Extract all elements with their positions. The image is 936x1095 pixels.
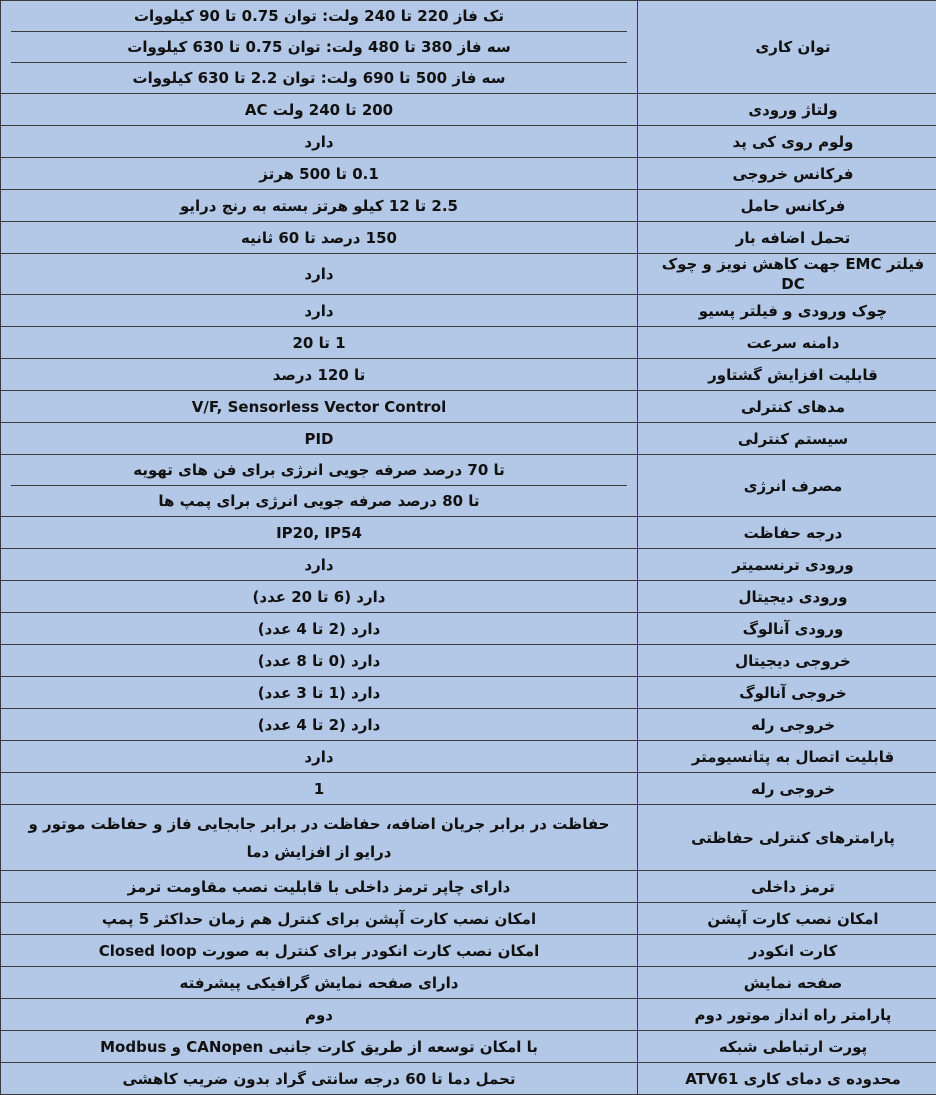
row-value: دارای صفحه نمایش گرافیکی پیشرفته	[1, 967, 638, 999]
row-value	[1, 805, 638, 871]
table-row	[1, 391, 936, 423]
table-row	[1, 741, 936, 773]
row-value: 150 درصد تا 60 ثانیه	[1, 222, 638, 254]
row-label: دامنه سرعت	[638, 327, 936, 359]
table-row	[1, 773, 936, 805]
row-label: کارت انکودر	[638, 935, 936, 967]
row-label: فیلتر EMC جهت کاهش نویز و چوک DC	[638, 254, 936, 295]
table-row	[1, 94, 936, 126]
table-row	[1, 581, 936, 613]
row-label: امکان نصب کارت آپشن	[638, 903, 936, 935]
row-label: پارامتر راه انداز موتور دوم	[638, 999, 936, 1031]
row-label: پارامترهای کنترلی حفاظتی	[638, 805, 936, 871]
row-label: فرکانس خروجی	[638, 158, 936, 190]
row-label: قابلیت افزایش گشتاور	[638, 359, 936, 391]
row-value: V/F, Sensorless Vector Control	[1, 391, 638, 423]
table-row	[1, 455, 936, 517]
table-row	[1, 645, 936, 677]
row-label: تحمل اضافه بار	[638, 222, 936, 254]
table-row	[1, 359, 936, 391]
row-value-line: سه فاز 500 تا 690 ولت: توان 2.2 تا 630 کیلووات	[11, 63, 627, 93]
row-label: محدوده ی دمای کاری ATV61	[638, 1063, 936, 1095]
table-row	[1, 1063, 936, 1095]
row-label: پورت ارتباطی شبکه	[638, 1031, 936, 1063]
row-value: امکان نصب کارت انکودر برای کنترل به صورت Closed loop	[1, 935, 638, 967]
table-row	[1, 158, 936, 190]
row-label: خروجی دیجیتال	[638, 645, 936, 677]
row-label: مصرف انرژی	[638, 455, 936, 517]
row-value: دارد (0 تا 8 عدد)	[1, 645, 638, 677]
row-value: دارد	[1, 254, 638, 295]
row-label: ترمز داخلی	[638, 871, 936, 903]
row-value: دوم	[1, 999, 638, 1031]
row-label: فرکانس حامل	[638, 190, 936, 222]
row-value: دارد (6 تا 20 عدد)	[1, 581, 638, 613]
row-label: چوک ورودی و فیلتر پسیو	[638, 295, 936, 327]
row-value-line: تا 70 درصد صرفه جویی انرژی برای فن های تهویه	[11, 455, 627, 486]
row-value: 200 تا 240 ولت AC	[1, 94, 638, 126]
row-label: درجه حفاظت	[638, 517, 936, 549]
table-row	[1, 549, 936, 581]
table-row	[1, 1031, 936, 1063]
row-label: ورودی آنالوگ	[638, 613, 936, 645]
table-row	[1, 423, 936, 455]
row-label: صفحه نمایش	[638, 967, 936, 999]
row-label: قابلیت اتصال به پتانسیومتر	[638, 741, 936, 773]
row-value-line: سه فاز 380 تا 480 ولت: توان 0.75 تا 630 کیلووات	[11, 32, 627, 63]
row-value: امکان نصب کارت آپشن برای کنترل هم زمان حداکثر 5 پمپ	[1, 903, 638, 935]
table-row	[1, 1, 936, 94]
row-value: دارای چاپر ترمز داخلی با قابلیت نصب مقاومت ترمز	[1, 871, 638, 903]
table-row	[1, 517, 936, 549]
row-value: دارد (1 تا 3 عدد)	[1, 677, 638, 709]
table-row	[1, 613, 936, 645]
row-value: 2.5 تا 12 کیلو هرتز بسته به رنج درایو	[1, 190, 638, 222]
row-value-group	[1, 1, 638, 94]
row-label: ورودی ترنسمیتر	[638, 549, 936, 581]
row-value-line: تک فاز 220 تا 240 ولت: توان 0.75 تا 90 کیلووات	[11, 1, 627, 32]
table-row	[1, 295, 936, 327]
row-value: دارد (2 تا 4 عدد)	[1, 613, 638, 645]
row-value-line: تا 80 درصد صرفه جویی انرژی برای پمپ ها	[11, 486, 627, 516]
table-row	[1, 190, 936, 222]
table-row	[1, 903, 936, 935]
row-value: دارد	[1, 126, 638, 158]
row-value: دارد	[1, 741, 638, 773]
row-label: خروجی رله	[638, 773, 936, 805]
row-value: تا 120 درصد	[1, 359, 638, 391]
table-row	[1, 222, 936, 254]
table-row	[1, 126, 936, 158]
row-value: دارد (2 تا 4 عدد)	[1, 709, 638, 741]
row-value: 1 تا 20	[1, 327, 638, 359]
row-value: 0.1 تا 500 هرتز	[1, 158, 638, 190]
table-row	[1, 871, 936, 903]
row-value: PID	[1, 423, 638, 455]
table-row	[1, 327, 936, 359]
row-label: مدهای کنترلی	[638, 391, 936, 423]
row-value-group	[1, 455, 638, 517]
table-row	[1, 677, 936, 709]
table-row	[1, 967, 936, 999]
table-row	[1, 999, 936, 1031]
row-value: 1	[1, 773, 638, 805]
table-row	[1, 935, 936, 967]
row-value-text: حفاظت در برابر جریان اضافه، حفاظت در برابر جابجایی فاز و حفاظت موتور و درایو از افزایش دما	[11, 808, 627, 868]
row-label: ورودی دیجیتال	[638, 581, 936, 613]
table-row	[1, 805, 936, 871]
row-value: دارد	[1, 295, 638, 327]
table-row	[1, 709, 936, 741]
row-label: خروجی آنالوگ	[638, 677, 936, 709]
table-row	[1, 254, 936, 295]
row-label: توان کاری	[638, 1, 936, 94]
row-value: با امکان توسعه از طریق کارت جانبی CANopen و Modbus	[1, 1031, 638, 1063]
row-label: ولتاژ ورودی	[638, 94, 936, 126]
row-value: دارد	[1, 549, 638, 581]
row-label: خروجی رله	[638, 709, 936, 741]
spec-table-body	[1, 1, 936, 1095]
row-label: ولوم روی کی پد	[638, 126, 936, 158]
row-value: تحمل دما تا 60 درجه سانتی گراد بدون ضریب کاهشی	[1, 1063, 638, 1095]
row-label: سیستم کنترلی	[638, 423, 936, 455]
row-value: IP20, IP54	[1, 517, 638, 549]
